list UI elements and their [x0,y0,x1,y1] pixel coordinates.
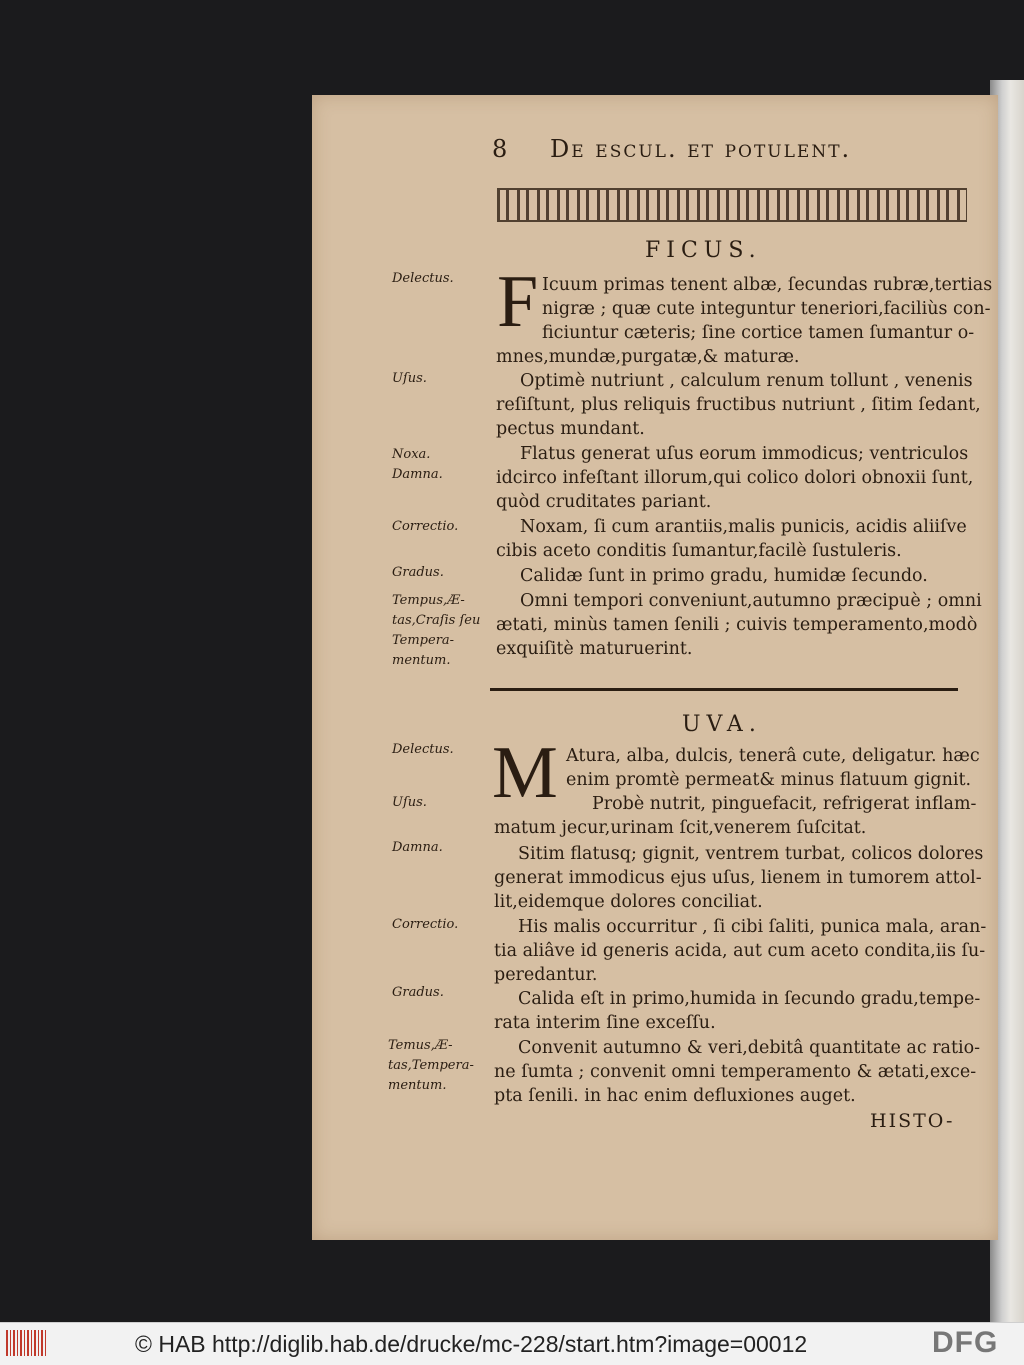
ficus-line: ficiuntur cæteris; ſine cortice tamen ſumantur o- [542,323,975,343]
margin-note: Gradus. [392,985,444,1000]
margin-note: Delectus. [392,271,454,286]
uva-line: lit,eidemque dolores conciliat. [494,892,763,912]
uva-line: rata interim ſine exceſſu. [494,1013,716,1033]
section-title-uva: UVA. [682,712,762,737]
ficus-line: exquiſitè maturuerint. [496,639,693,659]
ficus-line: nigræ ; quæ cute integuntur teneriori,faciliùs con- [542,299,991,319]
margin-note: Tempera- [392,633,455,648]
book-page [312,95,998,1240]
margin-note: Noxa. [392,447,431,462]
dropcap-m: M [492,732,558,814]
uva-line: matum jecur,urinam ſcit,venerem ſuſcitat. [494,818,867,838]
ficus-line: idcirco infeſtant illorum,qui colico dolori obnoxii ſunt, [496,468,974,488]
uva-line: Probè nutrit, pinguefacit, refrigerat inflam- [592,794,977,814]
uva-line: generat immodicus ejus uſus, lienem in tumorem attol- [494,868,982,888]
uva-line: peredantur. [494,965,598,985]
ficus-line: ætati, minùs tamen ſenili ; cuivis temperamento,modò [496,615,978,635]
margin-note: mentum. [388,1078,447,1093]
running-head-title: De escul. et potulent. [550,135,852,163]
ficus-line: pectus mundant. [496,419,645,439]
margin-note: Uſus. [392,795,427,810]
uva-line: enim promtè permeat& minus flatuum gignit. [566,770,972,790]
uva-line: Convenit autumno & veri,debitâ quantitate ac ratio- [518,1038,981,1058]
margin-note: mentum. [392,653,451,668]
decorative-ornament-band [497,188,967,222]
footer-credit-link[interactable]: © HAB http://diglib.hab.de/drucke/mc-228/start.htm?image=00012 [135,1331,808,1357]
ficus-line: cibis aceto conditis ſumantur,facilè ſustuleris. [496,541,902,561]
uva-line: Calida eſt in primo,humida in ſecundo gradu,tempe- [518,989,981,1009]
catchword: HISTO- [870,1110,955,1132]
margin-note: Correctio. [392,519,459,534]
ficus-line: Omni tempori conveniunt,autumno præcipuè ; omni [520,591,982,611]
margin-note: tas,Tempera- [388,1058,474,1073]
margin-note: Temus,Æ- [388,1038,453,1053]
margin-note: Tempus,Æ- [392,593,465,608]
margin-note: tas,Craſis ſeu [392,613,481,628]
margin-note: Uſus. [392,371,427,386]
margin-note: Delectus. [392,742,454,757]
ficus-line: mnes,mundæ,purgatæ,& maturæ. [496,347,800,367]
ficus-line: Noxam, ſi cum arantiis,malis punicis, acidis aliiſve [520,517,967,537]
ficus-line: Optimè nutriunt , calculum renum tollunt , venenis [520,371,973,391]
barcode-logo-icon [6,1330,46,1356]
ficus-line: reſiſtunt, plus reliquis fructibus nutriunt , ſitim ſedant, [496,395,981,415]
uva-line: tia aliâve id generis acida, aut cum aceto condita,iis ſu- [494,941,986,961]
ficus-line: Icuum primas tenent albæ, ſecundas rubræ,tertias [542,275,993,295]
uva-line: Sitim flatusq; gignit, ventrem turbat, colicos dolores [518,844,984,864]
ficus-line: Flatus generat uſus eorum immodicus; ventriculos [520,444,969,464]
margin-note: Gradus. [392,565,444,580]
page-number: 8 [492,135,510,163]
section-title-ficus: FICUS. [645,238,762,263]
ficus-line: Calidæ ſunt in primo gradu, humidæ ſecundo. [520,566,928,586]
ficus-line: quòd cruditates pariant. [496,492,712,512]
uva-line: His malis occurritur , ſi cibi ſaliti, punica mala, aran- [518,917,987,937]
margin-note: Damna. [392,467,443,482]
dropcap-f: F [497,261,539,343]
dfg-logo: DFG [932,1326,999,1359]
uva-line: pta ſenili. in hac enim defluxiones auget. [494,1086,856,1106]
section-divider-rule [490,688,958,691]
margin-note: Damna. [392,840,443,855]
footer-bar [0,1322,1024,1365]
margin-note: Correctio. [392,917,459,932]
uva-line: ne ſumta ; convenit omni temperamento & ætati,exce- [494,1062,977,1082]
uva-line: Atura, alba, dulcis, tenerâ cute, deligatur. hæc [566,746,980,766]
